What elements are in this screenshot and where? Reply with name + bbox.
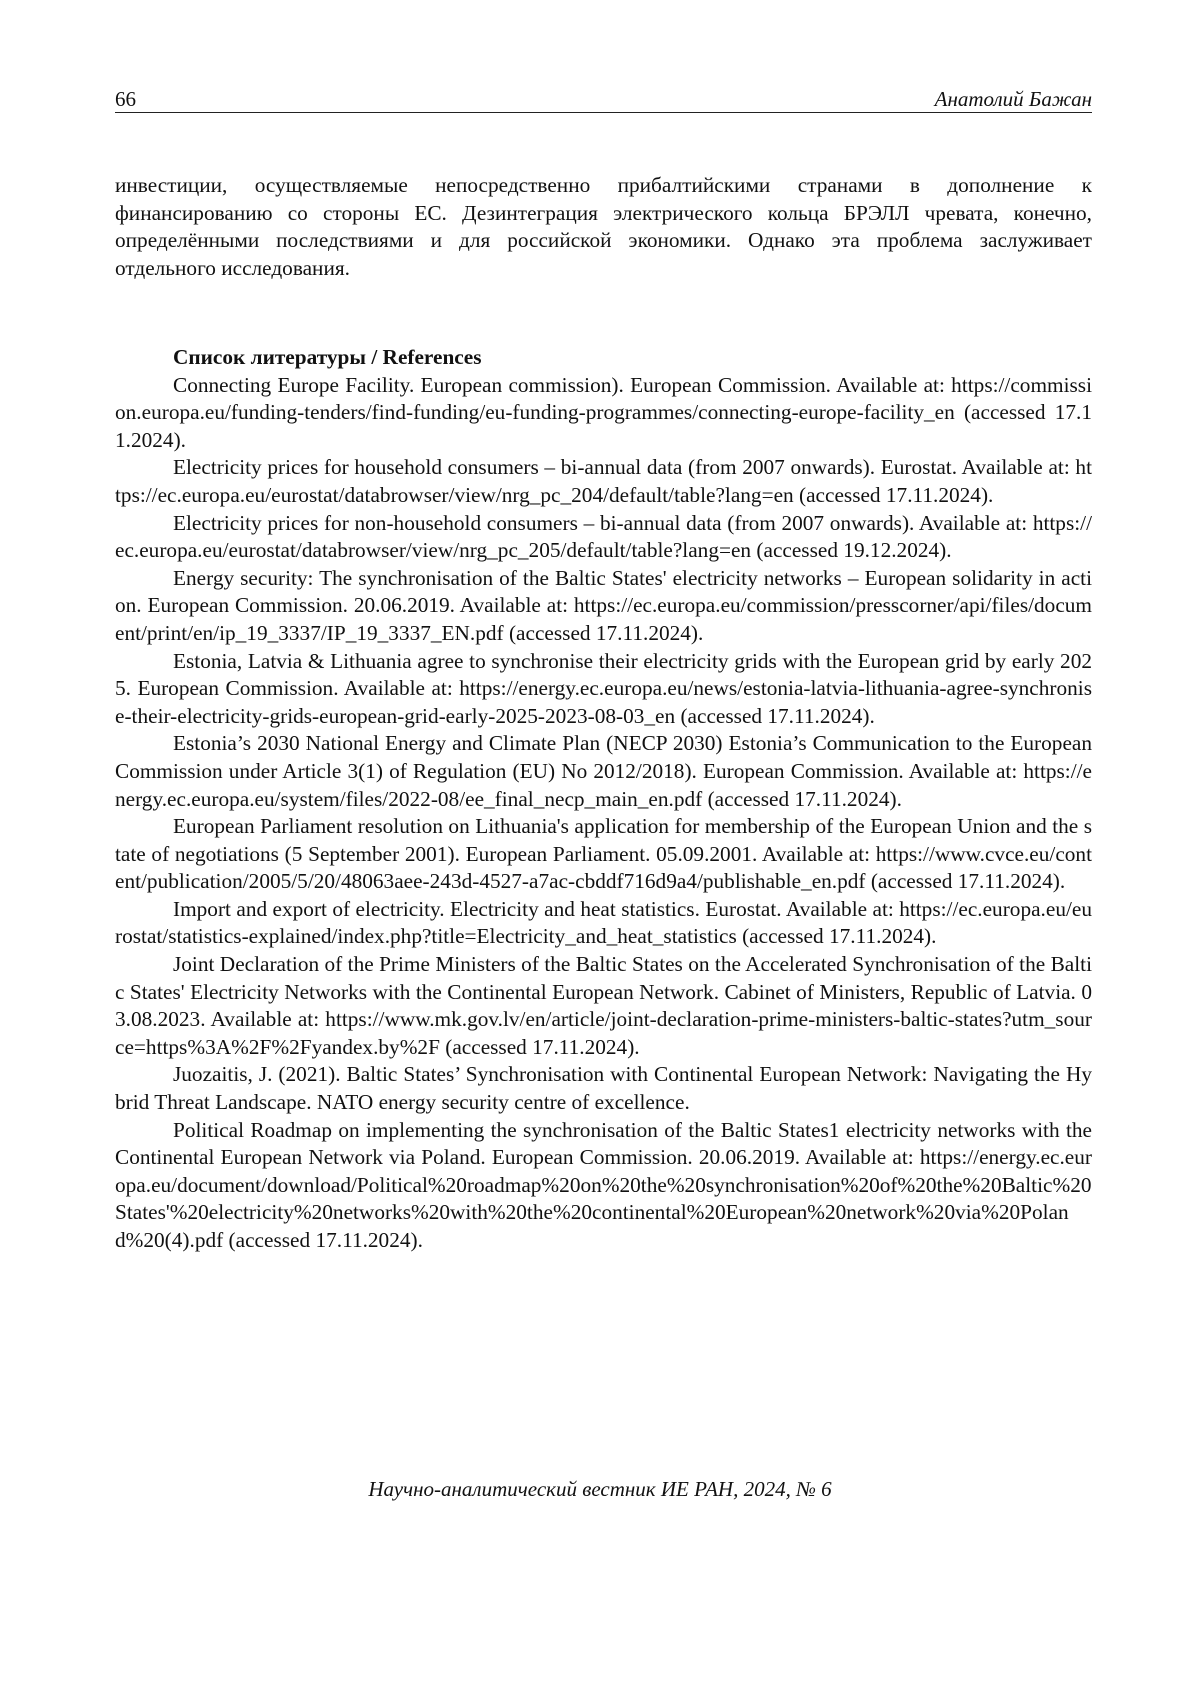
reference-item: Electricity prices for household consumers – bi-annual data (from 2007 onwards). Eurostat. Available at: https://ec.europa.eu/eurostat/databrowser/view/nrg_pc_204/default/table?lang=en (accessed 17.11.2024). [115, 455, 1092, 507]
reference-item: Energy security: The synchronisation of the Baltic States' electricity networks – European solidarity in action. European Commission. 20.06.2019. Available at: https://ec.europa.eu/commission/presscorner/api/files/document/print/en/ip_19_3337/IP_19_3337_EN.pdf (accessed 17.11.2024). [115, 565, 1092, 645]
references-section [115, 344, 1092, 1255]
body-paragraph: инвестиции, осуществляемые непосредственно прибалтийскими странами в дополнение к финансированию со стороны ЕС. Дезинтеграция электрического кольца БРЭЛЛ чревата, конечно, определёнными последствиями и для российской экономики. Однако эта проблема заслуживает отдельного исследования. [115, 173, 1092, 280]
running-header [115, 86, 1092, 113]
reference-item: Import and export of electricity. Electricity and heat statistics. Eurostat. Available at: https://ec.europa.eu/eurostat/statistics-explained/index.php?title=Electricity_and_heat_statistics (accessed 17.11.2024). [115, 896, 1092, 949]
page-number: 66 [115, 87, 136, 111]
references-heading: Список литературы / References [173, 345, 482, 369]
reference-item: Joint Declaration of the Prime Ministers of the Baltic States on the Accelerated Synchronisation of the Baltic States' Electricity Networks with the Continental European Network. Cabinet of Ministers, Republic of Latvia. 03.08.2023. Available at: https://www.mk.gov.lv/en/article/joint-declaration-prime-ministers-baltic-states?utm_source=https%3A%2F%2Fyandex.by%2F (accessed 17.11.2024). [115, 952, 1092, 1059]
reference-item: Connecting Europe Facility. European commission). European Commission. Available at: https://commission.europa.eu/funding-tenders/find-funding/eu-funding-programmes/connecting-europe-facility_en (accessed 17.11.2024). [115, 372, 1092, 452]
reference-item: Estonia’s 2030 National Energy and Climate Plan (NECP 2030) Estonia’s Communication to the European Commission under Article 3(1) of Regulation (EU) No 2012/2018). European Commission. Available at: https://energy.ec.europa.eu/system/files/2022-08/ee_final_necp_main_en.pdf (accessed 17.11.2024). [115, 731, 1092, 811]
reference-item: Electricity prices for non-household consumers – bi-annual data (from 2007 onwards). Available at: https://ec.europa.eu/eurostat/databrowser/view/nrg_pc_205/default/table?lang=en (accessed 19.12.2024). [115, 510, 1092, 563]
reference-item: Political Roadmap on implementing the synchronisation of the Baltic States1 electricity networks with the Continental European Network via Poland. European Commission. 20.06.2019. Available at: https://energy.ec.europa.eu/document/download/Political%20roadmap%20on%20the%20synchronisation%20of%20the%20Baltic%20States'%20electricity%20networks%20with%20the%20continental%20European%20network%20via%20Poland%20(4).pdf (accessed 17.11.2024). [115, 1117, 1092, 1252]
author-name: Анатолий Бажан [934, 87, 1092, 111]
reference-item: Juozaitis, J. (2021). Baltic States’ Synchronisation with Continental European Network: Navigating the Hybrid Threat Landscape. NATO energy security centre of excellence. [115, 1062, 1092, 1115]
reference-item: European Parliament resolution on Lithuania's application for membership of the European Union and the state of negotiations (5 September 2001). European Parliament. 05.09.2001. Available at: https://www.cvce.eu/content/publication/2005/5/20/48063aee-243d-4527-a7ac-cbddf716d9a4/publishable_en.pdf (accessed 17.11.2024). [115, 814, 1092, 894]
reference-item: Estonia, Latvia & Lithuania agree to synchronise their electricity grids with the European grid by early 2025. European Commission. Available at: https://energy.ec.europa.eu/news/estonia-latvia-lithuania-agree-synchronise-their-electricity-grids-european-grid-early-2025-2023-08-03_en (accessed 17.11.2024). [115, 648, 1092, 728]
journal-footer: Научно-аналитический вестник ИЕ РАН, 2024, № 6 [368, 1477, 832, 1501]
